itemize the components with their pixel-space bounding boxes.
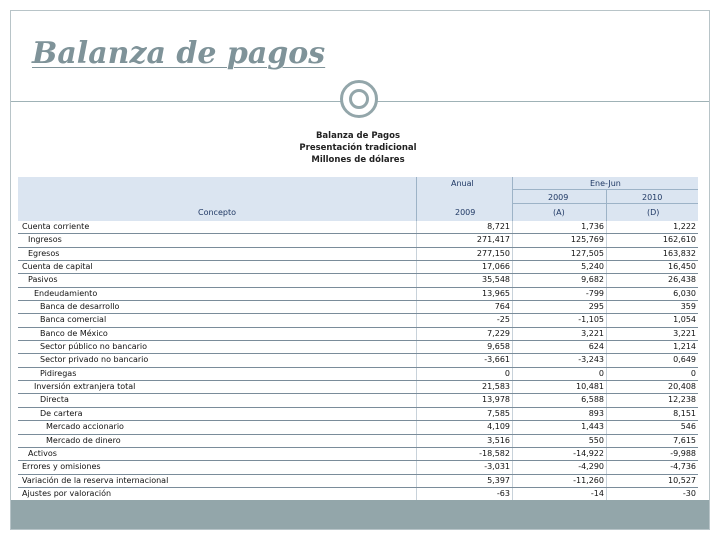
value-anual-2009: 271,417 bbox=[476, 235, 510, 245]
value-ene-jun-2009: 10,481 bbox=[576, 382, 604, 392]
table-row bbox=[18, 488, 698, 500]
value-anual-2009: 9,658 bbox=[487, 342, 510, 352]
value-ene-jun-2009: 5,240 bbox=[581, 262, 604, 272]
table-body bbox=[18, 221, 698, 500]
value-ene-jun-2009: -11,260 bbox=[573, 475, 604, 485]
table-row bbox=[18, 461, 698, 474]
header-col2-note: (A) bbox=[553, 208, 565, 217]
row-label: Mercado de dinero bbox=[46, 435, 121, 445]
value-anual-2009: -18,582 bbox=[479, 448, 510, 458]
value-ene-jun-2009: 893 bbox=[588, 408, 604, 418]
value-ene-jun-2010: 0 bbox=[690, 368, 696, 378]
value-ene-jun-2009: -3,243 bbox=[578, 355, 604, 365]
table-row bbox=[18, 394, 698, 407]
table-row bbox=[18, 435, 698, 448]
table-row bbox=[18, 328, 698, 341]
table-row bbox=[18, 475, 698, 488]
value-anual-2009: 5,397 bbox=[487, 475, 510, 485]
value-ene-jun-2010: 359 bbox=[680, 302, 696, 312]
table-heading-line-3: Millones de dólares bbox=[311, 155, 405, 165]
row-label: Variación de la reserva internacional bbox=[22, 475, 169, 485]
value-ene-jun-2009: 295 bbox=[588, 302, 604, 312]
value-ene-jun-2009: -4,290 bbox=[578, 462, 604, 472]
value-ene-jun-2010: 1,214 bbox=[673, 342, 696, 352]
value-anual-2009: 13,978 bbox=[482, 395, 510, 405]
value-ene-jun-2010: 3,221 bbox=[673, 328, 696, 338]
value-ene-jun-2009: -14,922 bbox=[573, 448, 604, 458]
row-label: Banca de desarrollo bbox=[40, 302, 120, 312]
row-label: Endeudamiento bbox=[34, 288, 98, 298]
value-ene-jun-2010: 20,408 bbox=[668, 382, 696, 392]
value-anual-2009: 7,229 bbox=[487, 328, 510, 338]
table-row bbox=[18, 314, 698, 327]
table-heading-line-1: Balanza de Pagos bbox=[315, 131, 401, 141]
row-label: Ajustes por valoración bbox=[22, 488, 112, 498]
value-ene-jun-2010: 7,615 bbox=[673, 435, 696, 445]
table-row bbox=[18, 381, 698, 394]
value-ene-jun-2009: -799 bbox=[585, 288, 604, 298]
value-ene-jun-2009: 3,221 bbox=[581, 328, 604, 338]
value-anual-2009: 4,109 bbox=[487, 422, 510, 432]
value-ene-jun-2009: 1,736 bbox=[581, 222, 604, 231]
header-concepto: Concepto bbox=[198, 208, 236, 217]
value-ene-jun-2009: 125,769 bbox=[570, 235, 604, 245]
slide-title: Balanza de pagos bbox=[32, 36, 326, 71]
value-ene-jun-2010: 1,222 bbox=[673, 222, 696, 231]
table-row bbox=[18, 354, 698, 367]
row-label: Mercado accionario bbox=[46, 422, 124, 432]
value-anual-2009: 7,585 bbox=[487, 408, 510, 418]
row-label: Directa bbox=[40, 395, 69, 405]
value-anual-2009: -25 bbox=[496, 315, 510, 325]
value-anual-2009: 21,583 bbox=[482, 382, 510, 392]
value-ene-jun-2009: 127,505 bbox=[570, 248, 604, 258]
value-anual-2009: -3,661 bbox=[484, 355, 510, 365]
table-row bbox=[18, 274, 698, 287]
row-label: Banco de México bbox=[40, 328, 108, 338]
value-anual-2009: -3,031 bbox=[484, 462, 510, 472]
value-ene-jun-2010: 10,527 bbox=[668, 475, 696, 485]
row-label: Errores y omisiones bbox=[22, 462, 101, 472]
table-row bbox=[18, 448, 698, 461]
table-row bbox=[18, 288, 698, 301]
value-ene-jun-2010: 0,649 bbox=[673, 355, 696, 365]
row-label: Cuenta corriente bbox=[22, 222, 90, 231]
value-ene-jun-2009: 9,682 bbox=[581, 275, 604, 285]
table-row bbox=[18, 421, 698, 434]
row-label: De cartera bbox=[40, 408, 83, 418]
value-anual-2009: 764 bbox=[494, 302, 510, 312]
value-anual-2009: 277,150 bbox=[476, 248, 510, 258]
value-ene-jun-2010: -30 bbox=[682, 488, 696, 498]
row-label: Ingresos bbox=[28, 235, 62, 245]
row-label: Inversión extranjera total bbox=[34, 382, 136, 392]
value-ene-jun-2010: 546 bbox=[680, 422, 696, 432]
value-ene-jun-2010: 162,610 bbox=[662, 235, 696, 245]
value-ene-jun-2010: 1,054 bbox=[673, 315, 696, 325]
table-row bbox=[18, 248, 698, 261]
decorative-ring-icon bbox=[340, 80, 378, 118]
value-ene-jun-2009: -1,105 bbox=[578, 315, 604, 325]
row-label: Sector público no bancario bbox=[40, 342, 148, 352]
value-anual-2009: 17,066 bbox=[482, 262, 510, 272]
value-ene-jun-2010: 16,450 bbox=[668, 262, 696, 272]
header-ene-jun: Ene-Jun bbox=[590, 179, 621, 188]
value-ene-jun-2010: 12,238 bbox=[668, 395, 696, 405]
value-ene-jun-2010: 163,832 bbox=[662, 248, 696, 258]
table-heading-line-2: Presentación tradicional bbox=[299, 143, 417, 153]
table-row bbox=[18, 341, 698, 354]
table-image bbox=[18, 125, 698, 500]
row-label: Sector privado no bancario bbox=[40, 355, 149, 365]
balance-table bbox=[18, 177, 698, 500]
table-row bbox=[18, 408, 698, 421]
value-ene-jun-2009: -14 bbox=[590, 488, 604, 498]
row-label: Pidiregas bbox=[40, 368, 77, 378]
value-anual-2009: 0 bbox=[504, 368, 510, 378]
row-label: Cuenta de capital bbox=[22, 262, 93, 272]
table-heading bbox=[18, 125, 698, 175]
value-ene-jun-2009: 624 bbox=[588, 342, 604, 352]
value-ene-jun-2009: 1,443 bbox=[581, 422, 604, 432]
value-ene-jun-2009: 0 bbox=[598, 368, 604, 378]
value-ene-jun-2010: 8,151 bbox=[673, 408, 696, 418]
value-anual-2009: 3,516 bbox=[487, 435, 510, 445]
value-anual-2009: 13,965 bbox=[482, 288, 510, 298]
table-row bbox=[18, 234, 698, 247]
value-anual-2009: -63 bbox=[496, 488, 510, 498]
header-anual: Anual bbox=[451, 179, 474, 188]
table-row bbox=[18, 221, 698, 234]
header-col1: 2009 bbox=[455, 208, 476, 217]
table-row bbox=[18, 301, 698, 314]
value-ene-jun-2010: 26,438 bbox=[668, 275, 696, 285]
row-label: Activos bbox=[28, 448, 57, 458]
row-label: Egresos bbox=[28, 248, 60, 258]
value-ene-jun-2010: -9,988 bbox=[670, 448, 696, 458]
value-ene-jun-2009: 550 bbox=[588, 435, 604, 445]
header-col2-year: 2009 bbox=[548, 193, 569, 202]
row-label: Banca comercial bbox=[40, 315, 107, 325]
header-col3-year: 2010 bbox=[642, 193, 663, 202]
value-anual-2009: 35,548 bbox=[482, 275, 510, 285]
value-ene-jun-2010: -4,736 bbox=[670, 462, 696, 472]
value-ene-jun-2009: 6,588 bbox=[581, 395, 604, 405]
value-anual-2009: 8,721 bbox=[487, 222, 510, 231]
row-label: Pasivos bbox=[28, 275, 58, 285]
table-row bbox=[18, 261, 698, 274]
table-row bbox=[18, 368, 698, 381]
table-header bbox=[18, 177, 698, 221]
slide-footer-band bbox=[11, 500, 709, 529]
header-col3-note: (D) bbox=[647, 208, 660, 217]
value-ene-jun-2010: 6,030 bbox=[673, 288, 696, 298]
